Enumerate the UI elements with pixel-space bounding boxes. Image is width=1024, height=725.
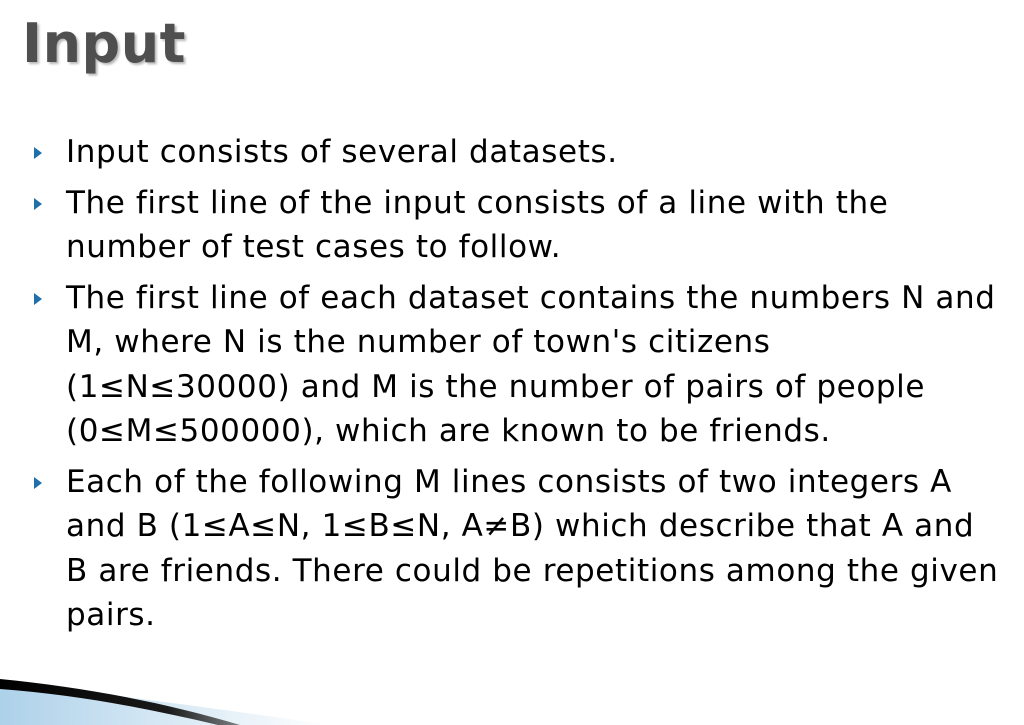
bullet-list (0, 130, 1024, 644)
bullet-item (0, 276, 1024, 454)
bullet-triangle-icon (34, 147, 42, 159)
bullet-triangle-icon (34, 198, 42, 210)
bullet-text: The first line of each dataset contains the numbers N and M, where N is the number of town's citizens (1≤N≤30000) and M is the number of pairs of people (0≤M≤500000), which are known to be friends. (66, 279, 996, 449)
bullet-item (0, 130, 1024, 175)
bullet-text: The first line of the input consists of a line with the number of test cases to follow. (66, 184, 889, 265)
bullet-text: Each of the following M lines consists of two integers A and B (1≤A≤N, 1≤B≤N, A≠B) which describe that A and B are friends. There could be repetitions among the given pairs. (66, 463, 999, 633)
bullet-item (0, 460, 1024, 638)
bullet-text: Input consists of several datasets. (66, 134, 618, 170)
bullet-item (0, 181, 1024, 270)
bullet-triangle-icon (34, 293, 42, 305)
bullet-triangle-icon (34, 477, 42, 489)
slide-title: Input (22, 12, 186, 75)
swoosh-decoration (0, 665, 1024, 725)
